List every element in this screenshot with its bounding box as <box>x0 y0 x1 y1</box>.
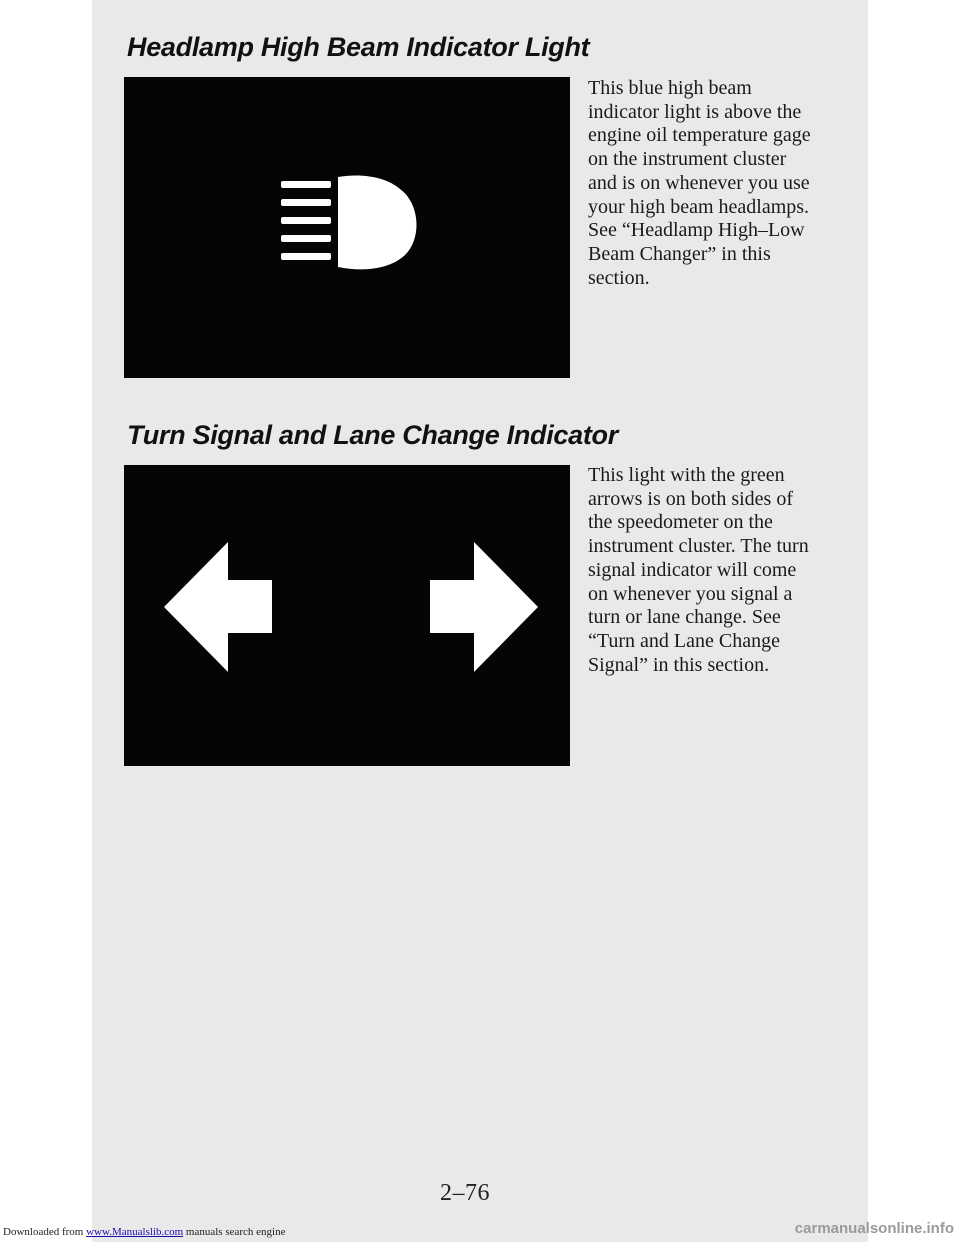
download-footer <box>3 1226 285 1238</box>
footer-suffix: manuals search engine <box>185 1226 286 1238</box>
turn-signal-indicator-figure <box>124 465 570 766</box>
footer-prefix: Downloaded from <box>3 1226 84 1238</box>
section-body-turn-signal: This light with the green arrows is on both sides of the speedometer on the instrument cluster. The turn signal indicator will come on whenever you signal a turn or lane change. See “Turn and Lane Change Signal” in this section. <box>588 464 809 676</box>
turn-signal-arrows-icon <box>124 465 570 766</box>
section-body-high-beam: This blue high beam indicator light is above the engine oil temperature gage on the instrument cluster and is on whenever you use your high beam headlamps. See “Headlamp High–Low Beam Changer” in this section. <box>588 77 811 289</box>
section-heading-high-beam: Headlamp High Beam Indicator Light <box>127 32 590 62</box>
watermark: carmanualsonline.info <box>794 1220 954 1237</box>
page-number: 2–76 <box>440 1180 490 1206</box>
high-beam-indicator-figure <box>124 77 570 378</box>
manualslib-link[interactable]: www.Manualslib.com <box>86 1226 184 1238</box>
section-heading-turn-signal: Turn Signal and Lane Change Indicator <box>127 420 618 450</box>
high-beam-icon <box>124 77 570 378</box>
